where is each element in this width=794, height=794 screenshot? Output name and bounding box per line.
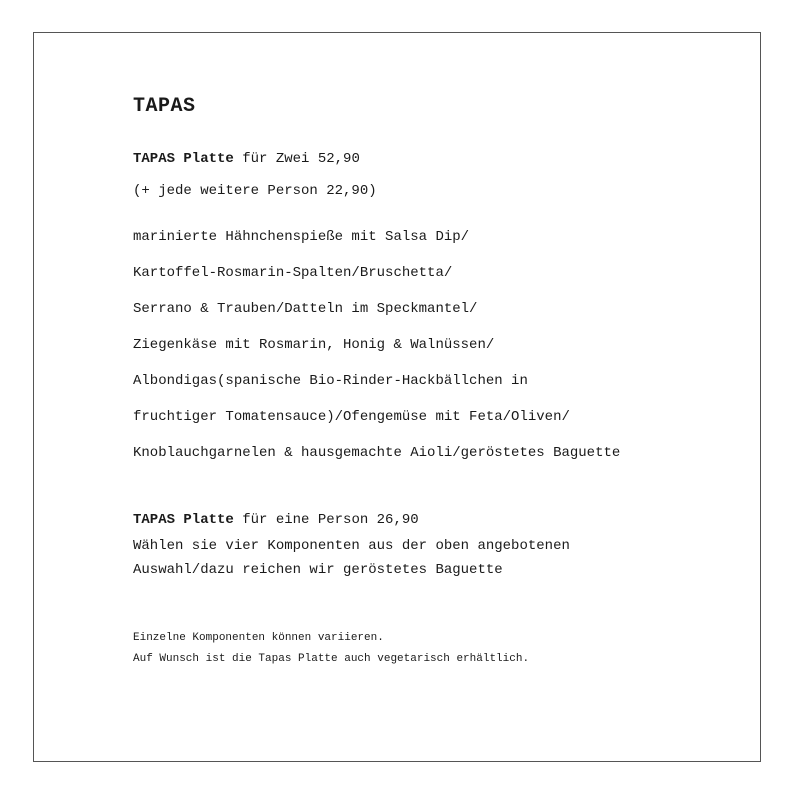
- platter-two-name: TAPAS Platte: [133, 151, 234, 167]
- note-line: Einzelne Komponenten können variieren.: [133, 632, 384, 644]
- item-line: Serrano & Trauben/Datteln im Speckmantel/: [133, 301, 478, 317]
- item-line: Ziegenkäse mit Rosmarin, Honig & Walnüssen/: [133, 337, 495, 353]
- platter-one-name: TAPAS Platte: [133, 512, 234, 528]
- platter-one-price: für eine Person 26,90: [233, 512, 419, 528]
- menu-content: [133, 92, 733, 670]
- menu-heading: TAPAS: [133, 95, 196, 118]
- platter-two-title: [133, 145, 733, 173]
- item-line: marinierte Hähnchenspieße mit Salsa Dip/: [133, 229, 470, 245]
- menu-notes: [133, 628, 733, 670]
- item-line: Kartoffel-Rosmarin-Spalten/Bruschetta/: [133, 265, 453, 281]
- platter-one-section: [133, 506, 733, 582]
- platter-two-price: für Zwei 52,90: [233, 151, 360, 167]
- item-line: Albondigas(spanische Bio-Rinder-Hackbällchen in: [133, 373, 528, 389]
- platter-two-extra: (+ jede weitere Person 22,90): [133, 183, 377, 199]
- item-line: fruchtiger Tomatensauce)/Ofengemüse mit Feta/Oliven/: [133, 409, 570, 425]
- platter-one-title: [133, 506, 733, 534]
- platter-items: [133, 219, 733, 471]
- note-line: Auf Wunsch ist die Tapas Platte auch vegetarisch erhältlich.: [133, 653, 530, 665]
- platter-one-desc-line: Auswahl/dazu reichen wir geröstetes Baguette: [133, 562, 503, 578]
- platter-one-desc-line: Wählen sie vier Komponenten aus der oben angebotenen: [133, 538, 570, 554]
- item-line: Knoblauchgarnelen & hausgemachte Aioli/geröstetes Baguette: [133, 445, 621, 461]
